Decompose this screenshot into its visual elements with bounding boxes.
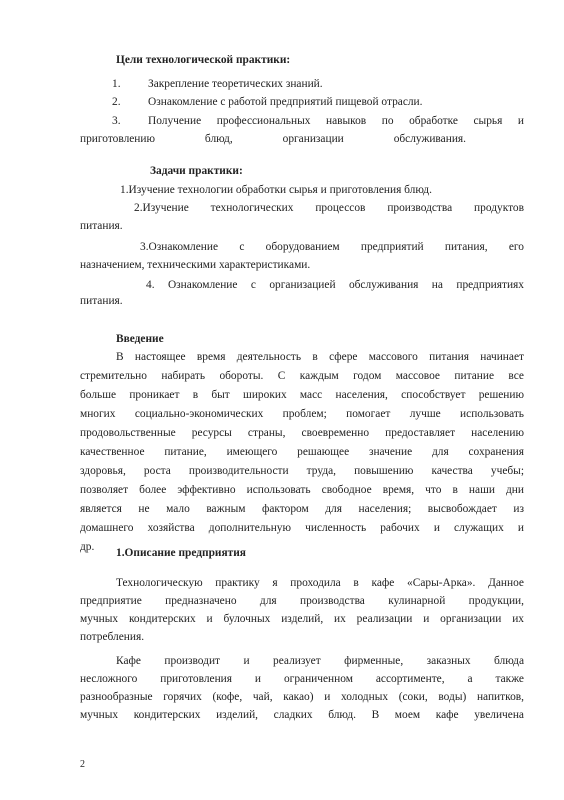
task-line: 4. Ознакомление с организацией обслуживания на предприятиях [146, 279, 524, 291]
task-line: 3.Ознакомление с оборудованием предприятий питания, его [140, 241, 524, 253]
intro-line: В настоящее время деятельность в сфере массового питания начинает [116, 351, 524, 363]
section-line: Кафе производит и реализует фирменные, заказных блюда [116, 655, 524, 667]
section-line: предприятие предназначено для производства кулинарной продукции, [80, 595, 524, 607]
intro-line: позволяет более эффективно использовать свободное время, что в наши дни [80, 484, 524, 496]
task-line: питания. [80, 220, 123, 232]
section-line: потребления. [80, 631, 145, 643]
goal-text-continuation: приготовлению блюд, организации обслуживания. [80, 133, 466, 145]
task-line: 2.Изучение технологических процессов производства продуктов [134, 202, 524, 214]
intro-line: больше проникает в быт широких масс населения, способствует решению [80, 389, 524, 401]
intro-line: качественное питание, имеющего решающее значение для сохранения [80, 446, 524, 458]
page-number: 2 [80, 759, 85, 770]
intro-line: является не мало важным фактором для населения; высвобождает из [80, 503, 524, 515]
goal-text: Закрепление теоретических знаний. [148, 78, 323, 90]
goal-number: 3. [112, 115, 121, 127]
goals-heading: Цели технологической практики: [116, 54, 291, 66]
section-heading: 1.Описание предприятия [116, 547, 246, 559]
intro-line: многих социально-экономических проблем; помогает лучше использовать [80, 408, 524, 420]
task-line: питания. [80, 295, 123, 307]
tasks-heading: Задачи практики: [150, 165, 243, 177]
task-line: 1.Изучение технологии обработки сырья и приготовления блюд. [120, 184, 432, 196]
section-line: мучных кондитерских изделий, сладких блюд. В моем кафе увеличена [80, 709, 524, 721]
intro-line: домашнего хозяйства дополнительную численность рабочих и служащих и [80, 522, 524, 534]
section-line: мучных кондитерских и булочных изделий, их реализации и организации их [80, 613, 524, 625]
section-line: разнообразные горячих (кофе, чай, какао) и холодных (соки, воды) напитков, [80, 691, 524, 703]
goal-text: Получение профессиональных навыков по обработке сырья и [148, 115, 524, 127]
goal-text: Ознакомление с работой предприятий пищевой отрасли. [148, 96, 423, 108]
section-line: несложного приготовления и ограниченном ассортименте, а также [80, 673, 524, 685]
intro-line: здоровья, роста производительности труда, повышению качества учебы; [80, 465, 524, 477]
intro-heading: Введение [116, 333, 164, 345]
task-line: назначением, техническими характеристиками. [80, 259, 311, 271]
goal-number: 2. [112, 96, 121, 108]
intro-line: стремительно набирать обороты. С каждым годом массовое питание все [80, 370, 524, 382]
intro-line: продовольственные ресурсы страны, своевременно предоставляет населению [80, 427, 524, 439]
goal-number: 1. [112, 78, 121, 90]
section-line: Технологическую практику я проходила в кафе «Сары-Арка». Данное [116, 577, 524, 589]
intro-line: др. [80, 541, 95, 553]
